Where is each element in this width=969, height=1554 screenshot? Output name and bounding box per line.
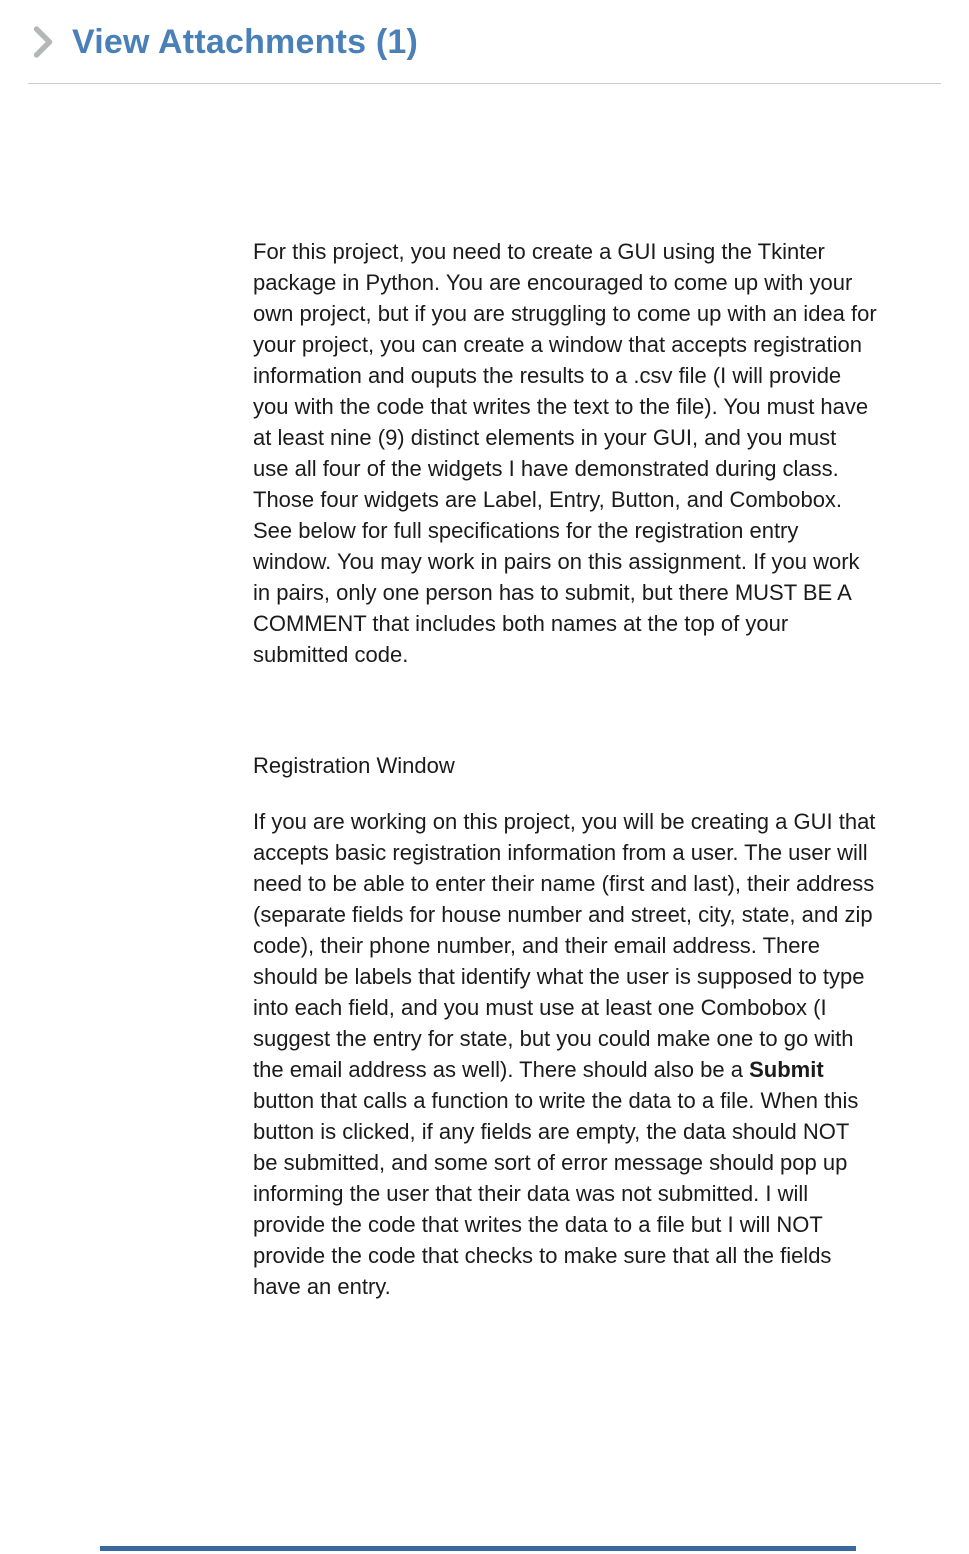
attachment-content <box>253 236 877 1302</box>
paragraph2-text-after: button that calls a function to write the data to a file. When this button is clicked, if any fields are empty, the data should NOT be submitted, and some sort of error message should pop up informing the user that their data was not submitted. I will provide the code that writes the data to a file but I will NOT provide the code that checks to make sure that all the fields have an entry. <box>253 1087 859 1299</box>
page-title: View Attachments (1) <box>72 23 418 61</box>
registration-window-paragraph <box>253 806 877 1302</box>
header-divider <box>28 83 941 84</box>
submit-bold-text: Submit <box>749 1056 824 1082</box>
section-heading-registration-window: Registration Window <box>253 752 455 778</box>
chevron-right-icon[interactable] <box>30 24 56 60</box>
project-description-paragraph: For this project, you need to create a GUI using the Tkinter package in Python. You are encouraged to come up with your own project, but if you are struggling to come up with an idea for your project, you can create a window that accepts registration information and ouputs the results to a .csv file (I will provide you with the code that writes the text to the file). You must have at least nine (9) distinct elements in your GUI, and you must use all four of the widgets I have demonstrated during class. Those four widgets are Label, Entry, Button, and Combobox. See below for full specifications for the registration entry window. You may work in pairs on this assignment. If you work in pairs, only one person has to submit, but there MUST BE A COMMENT that includes both names at the top of your submitted code. <box>253 238 877 667</box>
paragraph2-text-before: If you are working on this project, you will be creating a GUI that accepts basic registration information from a user. The user will need to be able to enter their name (first and last), their address (separate fields for house number and street, city, state, and zip code), their phone number, and their email address. There should be labels that identify what the user is supposed to type into each field, and you must use at least one Combobox (I suggest the entry for state, but you could make one to go with the email address as well). There should also be a <box>253 808 876 1082</box>
page-header <box>0 0 969 63</box>
bottom-accent-bar <box>100 1546 856 1551</box>
